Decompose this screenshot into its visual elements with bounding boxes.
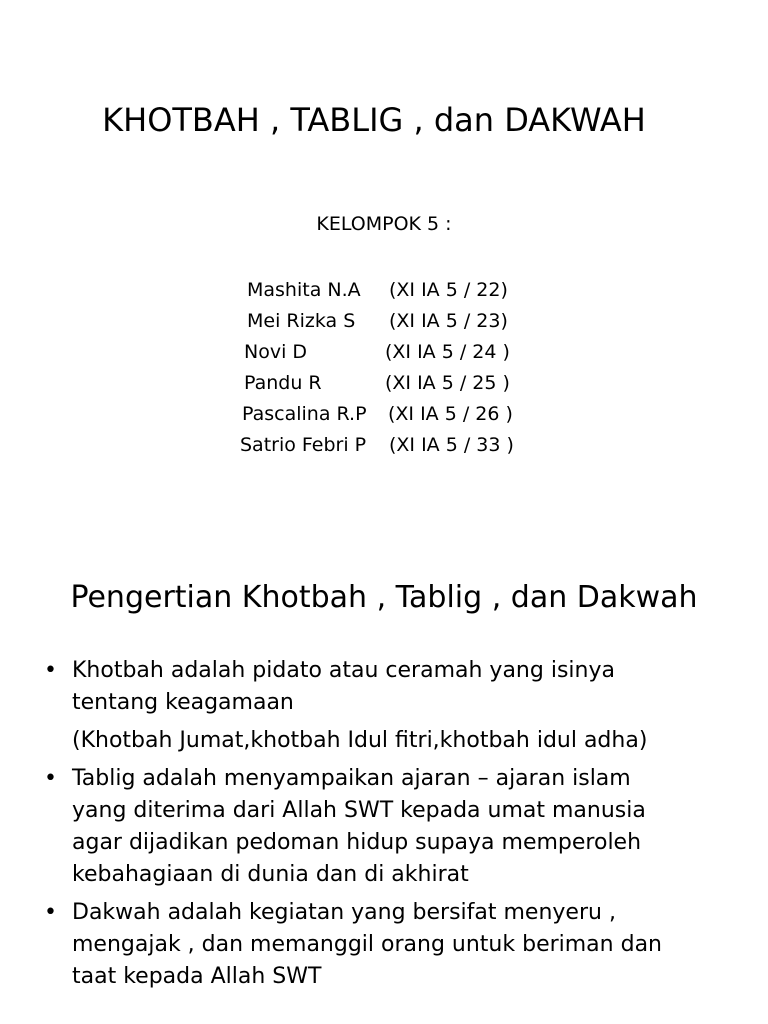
definition-line: Khotbah adalah pidato atau ceramah yang isinya	[72, 658, 615, 683]
member-name: Mashita N.A	[247, 279, 361, 301]
group-heading: KELOMPOK 5 :	[316, 213, 452, 235]
member-class: (XI IA 5 / 23)	[389, 310, 508, 332]
member-row	[0, 275, 768, 306]
definition-line: mengajak , dan memanggil orang untuk beriman dan	[72, 932, 662, 957]
member-row	[0, 337, 768, 368]
definition-list	[44, 655, 744, 999]
member-row	[0, 368, 768, 399]
member-class: (XI IA 5 / 24 )	[385, 341, 510, 363]
definition-line: tentang keagamaan	[72, 690, 294, 715]
bullet-icon: •	[44, 766, 57, 791]
member-list	[0, 275, 768, 461]
member-class: (XI IA 5 / 33 )	[389, 434, 514, 456]
definition-line: yang diterima dari Allah SWT kepada umat manusia	[72, 798, 646, 823]
definition-line: agar dijadikan pedoman hidup supaya memperoleh	[72, 830, 642, 855]
member-name: Satrio Febri P	[240, 434, 367, 456]
member-class: (XI IA 5 / 25 )	[385, 372, 510, 394]
definition-example: (Khotbah Jumat,khotbah Idul fitri,khotbah idul adha)	[72, 728, 648, 753]
definition-line: Tablig adalah menyampaikan ajaran – ajaran islam	[72, 766, 631, 791]
presentation-title: KHOTBAH , TABLIG , dan DAKWAH	[102, 101, 646, 139]
member-name: Pandu R	[244, 372, 322, 394]
bullet-icon: •	[44, 900, 57, 925]
member-row	[0, 399, 768, 430]
member-name: Novi D	[244, 341, 308, 363]
definition-item-tablig	[44, 763, 744, 891]
member-class: (XI IA 5 / 22)	[389, 279, 508, 301]
member-row	[0, 430, 768, 461]
definition-line: taat kepada Allah SWT	[72, 964, 322, 989]
section-title: Pengertian Khotbah , Tablig , dan Dakwah	[70, 580, 698, 615]
member-name: Mei Rizka S	[247, 310, 356, 332]
definition-line: Dakwah adalah kegiatan yang bersifat menyeru ,	[72, 900, 616, 925]
bullet-icon: •	[44, 658, 57, 683]
slide-definitions	[0, 512, 768, 1024]
definition-item-dakwah	[44, 897, 744, 993]
member-class: (XI IA 5 / 26 )	[388, 403, 513, 425]
definition-line: kebahagiaan di dunia dan di akhirat	[72, 862, 469, 887]
member-row	[0, 306, 768, 337]
member-name: Pascalina R.P	[242, 403, 367, 425]
definition-item-khotbah	[44, 655, 744, 757]
